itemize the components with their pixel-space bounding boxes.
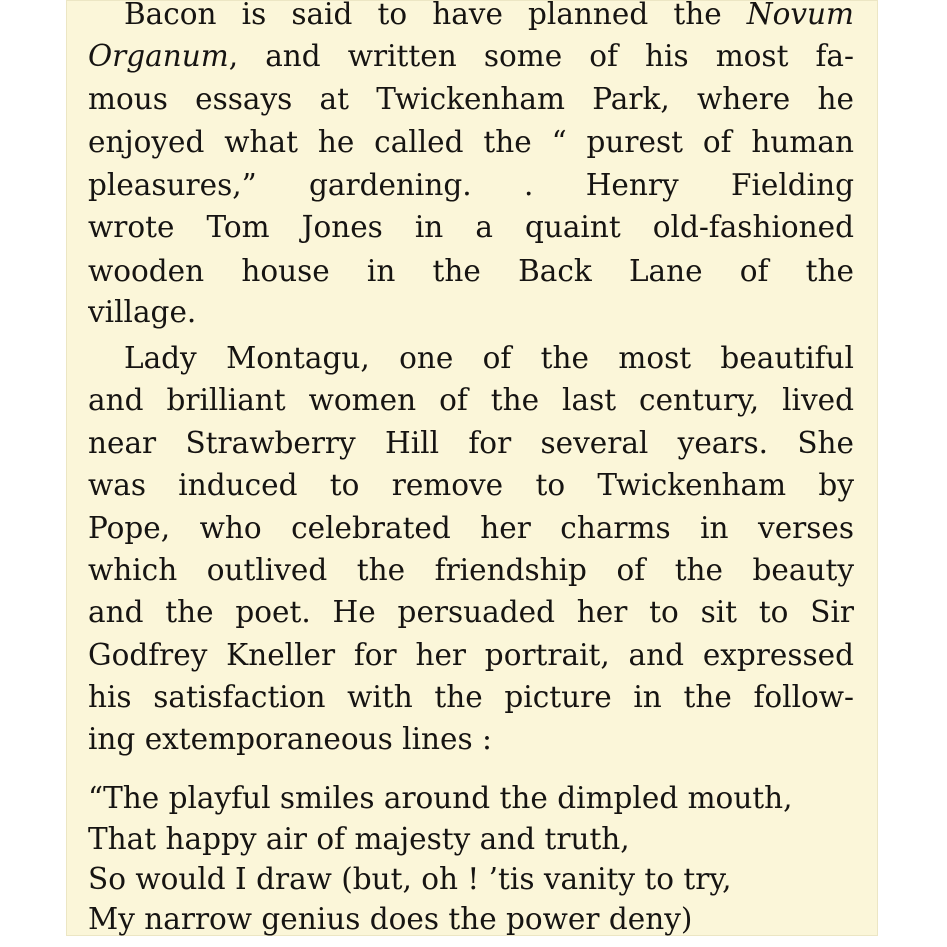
paragraph-2-line-3: near Strawberry Hill for several years. She (88, 426, 854, 460)
paragraph-1-line-4: enjoyed what he called the “ purest of human (88, 125, 854, 159)
verse-line-4: My narrow genius does the power deny) (88, 902, 693, 936)
paragraph-2-line-10: ing extemporaneous lines : (88, 722, 492, 756)
paragraph-2-line-8: Godfrey Kneller for her portrait, and expressed (88, 638, 854, 672)
paragraph-1-line-7: wooden house in the Back Lane of the (88, 254, 854, 288)
paragraph-1-line-3: mous essays at Twickenham Park, where he (88, 82, 854, 116)
paragraph-2-line-2: and brilliant women of the last century, lived (88, 383, 854, 417)
paragraph-2-line-4: was induced to remove to Twickenham by (88, 468, 854, 502)
paragraph-2-line-5: Pope, who celebrated her charms in verses (88, 511, 854, 545)
paragraph-1-line-2 (88, 34, 854, 78)
novum-italic: Novum (746, 0, 854, 31)
paragraph-1-line-6: wrote Tom Jones in a quaint old-fashioned (88, 210, 854, 244)
paragraph-1-line-5: pleasures,” gardening. . Henry Fielding (88, 168, 854, 202)
verse-line-2: That happy air of majesty and truth, (88, 822, 630, 856)
paragraph-2-line-7: and the poet. He persuaded her to sit to Sir (88, 595, 854, 629)
paragraph-1-line-1 (88, 0, 854, 36)
paragraph-2-line-6: which outlived the friendship of the beauty (88, 553, 854, 587)
paragraph-2-line-9: his satisfaction with the picture in the follow- (88, 680, 854, 714)
organum-italic: Organum (88, 39, 229, 73)
paragraph-1-line-1-text: Bacon is said to have planned the (124, 0, 747, 31)
paragraph-2-line-1: Lady Montagu, one of the most beautiful (124, 341, 854, 375)
paragraph-1-line-8: village. (88, 295, 197, 329)
verse-line-1: “The playful smiles around the dimpled mouth, (88, 781, 793, 815)
verse-line-3: So would I draw (but, oh ! ’tis vanity to try, (88, 862, 732, 896)
paragraph-1-line-2-text: , and written some of his most fa- (228, 39, 854, 73)
